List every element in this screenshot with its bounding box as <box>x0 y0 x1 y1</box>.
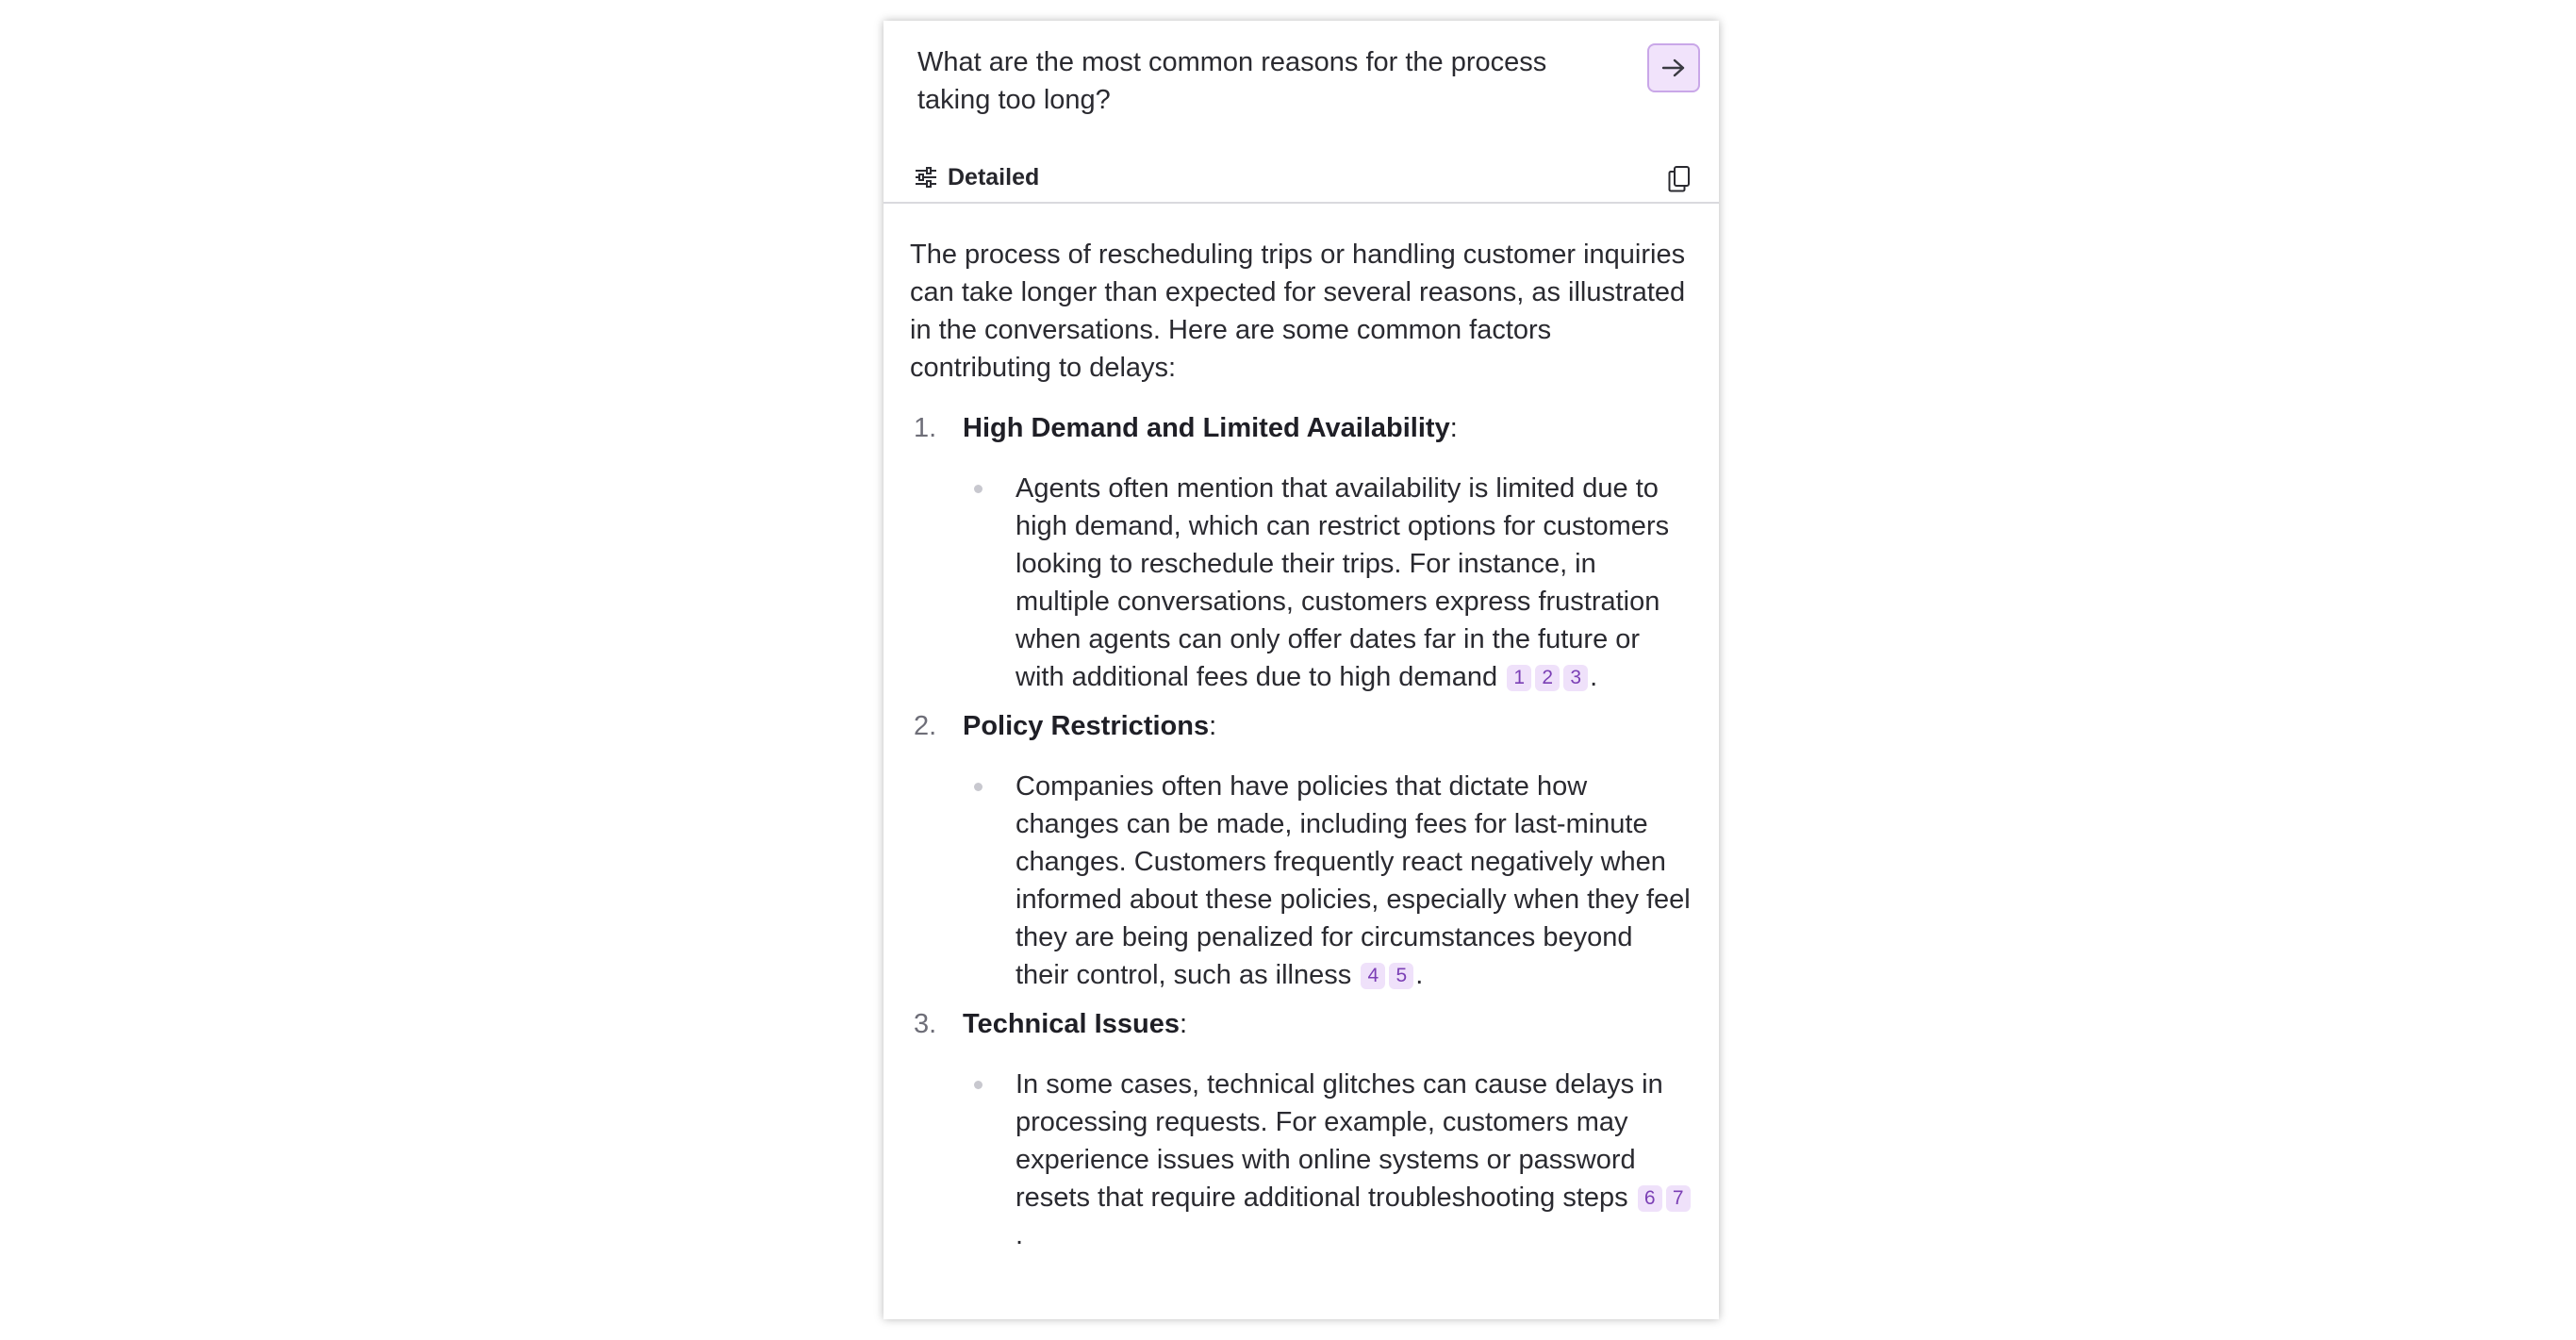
arrow-right-icon <box>1660 57 1687 79</box>
query-text: What are the most common reasons for the process taking too long? <box>917 47 1547 115</box>
reason-details <box>963 470 1693 696</box>
reason-title-suffix: : <box>1209 711 1217 741</box>
reason-title-suffix: : <box>1179 1009 1188 1039</box>
answer-panel <box>883 21 1719 1319</box>
citation-badge[interactable]: 6 <box>1638 1185 1662 1212</box>
citation-badge[interactable]: 1 <box>1507 665 1531 691</box>
reason-number: 2. <box>914 711 937 741</box>
detail-end: . <box>1590 662 1598 692</box>
answer-content <box>883 204 1719 1254</box>
reason-title: High Demand and Limited Availability <box>963 413 1450 443</box>
detail-text: Companies often have policies that dictate how changes can be made, including fees for last-minute changes. Customers frequently react negatively when informed about these policies, especially when they feel they are being penalized for circumstances beyond their control, such as illness <box>1016 771 1691 990</box>
sliders-icon <box>914 166 938 189</box>
reason-heading <box>963 1005 1693 1043</box>
reason-item <box>910 409 1693 696</box>
reason-heading <box>963 409 1693 447</box>
bullet-dot <box>974 485 983 493</box>
detail-text: Agents often mention that availability is limited due to high demand, which can restrict options for customers looking to reschedule their trips. For instance, in multiple conversations, customers express frustration when agents can only offer dates far in the future or with additional fees due to high demand <box>1016 473 1670 692</box>
send-button[interactable] <box>1647 43 1700 92</box>
detail-end: . <box>1016 1220 1024 1250</box>
mode-label: Detailed <box>948 163 1040 190</box>
reason-number: 1. <box>914 413 937 443</box>
mode-selector[interactable] <box>914 160 1039 194</box>
copy-icon <box>1667 165 1692 193</box>
answer-intro: The process of rescheduling trips or handling customer inquiries can take longer than expected for several reasons, as illustrated in the conversations. Here are some common factors contributing to delays: <box>910 240 1686 383</box>
reason-title-suffix: : <box>1449 413 1458 443</box>
reasons-list <box>910 409 1693 1254</box>
citation-badge[interactable]: 4 <box>1361 963 1385 989</box>
detail-end: . <box>1415 960 1424 990</box>
citation-badge[interactable]: 3 <box>1563 665 1588 691</box>
citation-badge[interactable]: 7 <box>1666 1185 1691 1212</box>
reason-details <box>963 1066 1693 1254</box>
reason-title: Technical Issues <box>963 1009 1180 1039</box>
copy-button[interactable] <box>1662 162 1696 196</box>
query-header <box>883 21 1719 204</box>
reason-title: Policy Restrictions <box>963 711 1210 741</box>
detail-text: In some cases, technical glitches can cause delays in processing requests. For example, customers may experience issues with online systems or password resets that require additional troubleshooting steps <box>1016 1069 1663 1213</box>
reason-number: 3. <box>914 1009 937 1039</box>
detail-item <box>963 470 1693 696</box>
detail-item <box>963 768 1693 994</box>
detail-item <box>963 1066 1693 1254</box>
bullet-dot <box>974 783 983 791</box>
reason-heading <box>963 707 1693 745</box>
reason-item <box>910 707 1693 994</box>
reason-details <box>963 768 1693 994</box>
reason-item <box>910 1005 1693 1254</box>
citation-badge[interactable]: 2 <box>1535 665 1560 691</box>
citation-badge[interactable]: 5 <box>1389 963 1413 989</box>
bullet-dot <box>974 1081 983 1089</box>
